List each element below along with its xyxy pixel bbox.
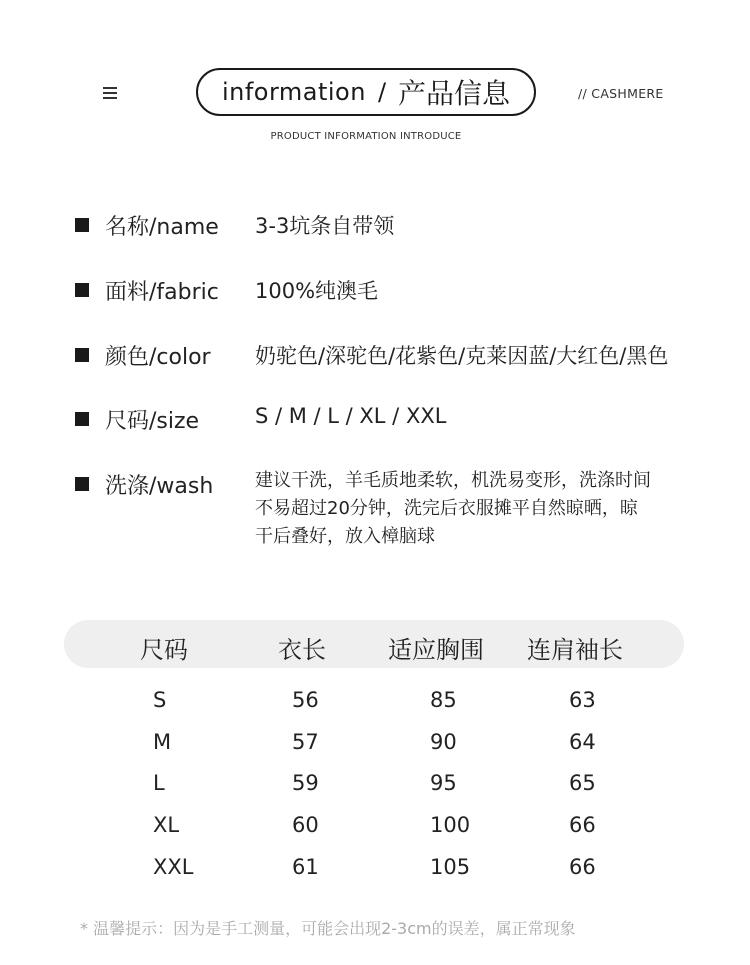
table-cell: 90 <box>430 730 457 754</box>
info-label: 名称/name <box>105 215 219 240</box>
info-value: 3-3坑条自带领 <box>255 214 395 238</box>
bullet-icon <box>75 477 89 491</box>
brand-tag: // CASHMERE <box>578 86 664 101</box>
table-cell: XL <box>153 813 180 837</box>
info-value: 建议干洗，羊毛质地柔软，机洗易变形，洗涤时间不易超过20分钟，洗完后衣服摊平自然晾晒，晾干后叠好，放入樟脑球 <box>255 470 651 547</box>
title-en: information <box>221 78 366 106</box>
table-cell: 95 <box>430 771 457 795</box>
info-row-size <box>75 404 446 435</box>
info-label: 洗涤/wash <box>105 474 214 499</box>
table-cell: 100 <box>430 813 471 837</box>
info-value: 100%纯澳毛 <box>255 279 379 303</box>
info-label: 尺码/size <box>105 409 200 434</box>
table-header-cell: 适应胸围 <box>388 636 484 664</box>
table-header-cell: 衣长 <box>278 636 326 664</box>
title-separator: / <box>377 78 387 106</box>
measurement-footnote: * 温馨提示：因为是手工测量，可能会出现2-3cm的误差，属正常现象 <box>80 919 576 938</box>
table-cell: 66 <box>569 855 596 879</box>
info-value: 奶驼色/深驼色/花紫色/克莱因蓝/大红色/黑色 <box>255 344 669 368</box>
info-row-wash <box>75 469 655 551</box>
table-cell: M <box>153 730 172 754</box>
table-cell: 57 <box>292 730 319 754</box>
table-cell: L <box>153 771 165 795</box>
table-cell: 59 <box>292 771 319 795</box>
info-value: S / M / L / XL / XXL <box>255 404 447 428</box>
table-cell: 66 <box>569 813 596 837</box>
table-cell: 65 <box>569 771 596 795</box>
table-cell: 64 <box>569 730 596 754</box>
table-cell: 61 <box>292 855 319 879</box>
page-subtitle: PRODUCT INFORMATION INTRODUCE <box>270 131 462 142</box>
info-row-fabric <box>75 275 378 306</box>
table-cell: 105 <box>430 855 471 879</box>
bullet-icon <box>75 283 89 297</box>
info-row-color <box>75 340 668 371</box>
bullet-icon <box>75 218 89 232</box>
table-cell: 63 <box>569 688 596 712</box>
table-cell: 85 <box>430 688 457 712</box>
bullet-icon <box>75 412 89 426</box>
table-cell: 60 <box>292 813 319 837</box>
title-zh: 产品信息 <box>398 77 511 110</box>
table-cell: 56 <box>292 688 319 712</box>
menu-icon[interactable] <box>103 87 117 99</box>
title-pill <box>196 68 536 116</box>
table-cell: XXL <box>153 855 194 879</box>
bullet-icon <box>75 348 89 362</box>
table-header-cell: 尺码 <box>140 636 188 664</box>
info-label: 颜色/color <box>105 345 211 370</box>
size-table-header <box>64 620 684 668</box>
table-header-cell: 连肩袖长 <box>527 636 623 664</box>
info-row-name <box>75 210 394 241</box>
table-cell: S <box>153 688 167 712</box>
info-label: 面料/fabric <box>105 280 219 305</box>
